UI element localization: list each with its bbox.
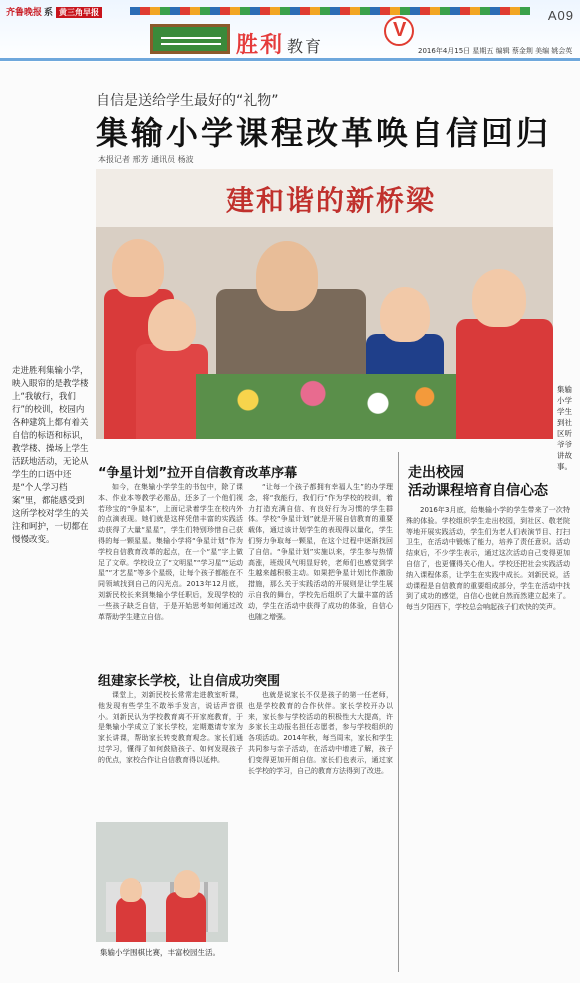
column-divider	[398, 452, 399, 972]
body-column-4: 也就是说家长不仅是孩子的第一任老师，也是学校教育的合作伙伴。家长学校开办以来，家长参与学校活动的积极性大大提高，许多家长主动报名担任志愿者，参与学校组织的各项活动。2014年秋，每当周末，家长和学生共同参与亲子活动，在活动中增进了解，孩子们变得更加开朗自信。家长们也表示，通过家长学校的学习，自己的教育方法得到了改进。	[248, 691, 393, 775]
brand-logo	[6, 5, 102, 18]
body-column-5: 2016年3月底，给集输小学的学生带来了一次特殊的体验。学校组织学生走出校园，到社区、敬老院等地开展实践活动，学生们为老人们表演节目、打扫卫生，在活动中锻炼了能力，培养了责任意识。活动结束后，不少学生表示，通过这次活动自己变得更加自信了，也更懂得关心他人。学校还把社会实践活动纳入课程体系，让学生在实践中成长。刘新民说，活动课程是自信教育的重要组成部分，学生在活动中找到了成功的感觉，自信心也就自然而然建立起来了。每当夕阳西下，学校总会响起孩子们欢快的笑声。	[406, 506, 570, 612]
section1-title: “争星计划”拉开自信教育改革序幕	[98, 466, 298, 481]
section2-title: 组建家长学校，让自信成功突围	[98, 674, 281, 689]
page-header	[0, 0, 580, 62]
section-logo-icon: V	[384, 16, 414, 46]
section3-title-line2: 活动课程培育自信心态	[408, 483, 548, 499]
photo2-caption: 集输小学围棋比赛，丰富校园生活。	[100, 948, 220, 957]
body-column-1: 如今，在集输小学学生的书包中，除了课本、作业本等教学必需品，还多了一个他们视若珍宝的“争星本”，上面记录着学生在校内外的点滴表现。她们就是这样凭借丰富的实践活动获得了大量“星星”，学生们特别珍惜自己获得的每一颗星星。集输小学将“争星计划”作为学校自信教育改革的起点，在一个“星”字上做足了文章。学校设立了“文明星”“学习星”“运动星”“才艺星”等多个星级，让每个孩子都能在不同领域找到自己的闪光点。2013年12月底，刘新民校长来到集输小学任职后，发现学校的一些孩子缺乏自信，于是开始思考如何通过改革帮助学生建立自信。	[98, 483, 243, 621]
issue-meta: 2016年4月15日 星期五 编辑 蔡金荆 美编 姚会英	[418, 47, 573, 55]
section-title	[236, 28, 323, 59]
section-title-sub: 教育	[287, 37, 324, 56]
color-strip	[130, 7, 530, 15]
article-kicker: 自信是送给学生最好的“礼物”	[96, 93, 279, 109]
header-rule	[0, 58, 580, 61]
article-headline: 集输小学课程改革唤自信回归	[96, 114, 552, 152]
brand-name: 齐鲁晚报	[6, 8, 43, 18]
section-title-main: 胜利	[236, 33, 285, 58]
photo-banner	[96, 169, 553, 227]
body-column-2: “让每一个孩子都拥有幸福人生”的办学理念，将“我能行，我们行”作为学校的校训，着力打造充满自信、有良好行为习惯的学生群体。学校“争星计划”就是开展自信教育的重要载体，通过该计划学生的表现得以量化，学生们努力争取每一颗星，在这个过程中逐渐找回了自信。“争星计划”实施以来，学生参与热情高涨，班级风气明显好转，老师们也感觉到学生越来越积极主动。如果把争星计划比作激励措施，那么关于实践活动的开展则是让学生展示自我的舞台，学校先后组织了大量丰富的活动，学生在活动中获得了成功的体验，自信心也随之增强。	[248, 483, 393, 621]
body-column-3: 课堂上，刘新民校长常常走进教室听课，他发现有些学生不敢举手发言，说话声音很小。刘新民认为学校教育离不开家庭教育，于是集输小学成立了家长学校，定期邀请专家为家长讲课，帮助家长转变教育观念。家长们通过学习，懂得了如何鼓励孩子、如何发现孩子的优点，家校合作让自信教育得以延伸。	[98, 691, 243, 764]
flower-arrangement	[196, 374, 456, 439]
section3-title-line1: 走出校园	[408, 465, 464, 481]
brand-tag: 黄三角早报	[56, 7, 102, 18]
article-byline: 本报记者 邢芳 通讯员 杨波	[98, 155, 194, 164]
blackboard-icon	[150, 24, 230, 54]
photo-banner-text: 建和谐的新桥梁	[226, 184, 437, 217]
main-photo	[96, 169, 553, 439]
go-game-photo	[96, 822, 228, 942]
brand-sub: 系	[44, 8, 54, 18]
page-number: A09	[547, 8, 574, 23]
photo1-caption: 集输小学学生到社区听爷爷讲故事。	[557, 385, 572, 471]
left-sidebar-text: 走进胜利集输小学，映入眼帘的是教学楼上“我敏行，我们行”的校训，校园内各种建筑上都有着关自信的标语和标识，教学楼、操场上学生活跃地活动，无论从学生的口语中还是“个人学习档案”里，都能感受到这所学校对学生的关注和呵护，一切都在慢慢改变。	[12, 366, 89, 545]
